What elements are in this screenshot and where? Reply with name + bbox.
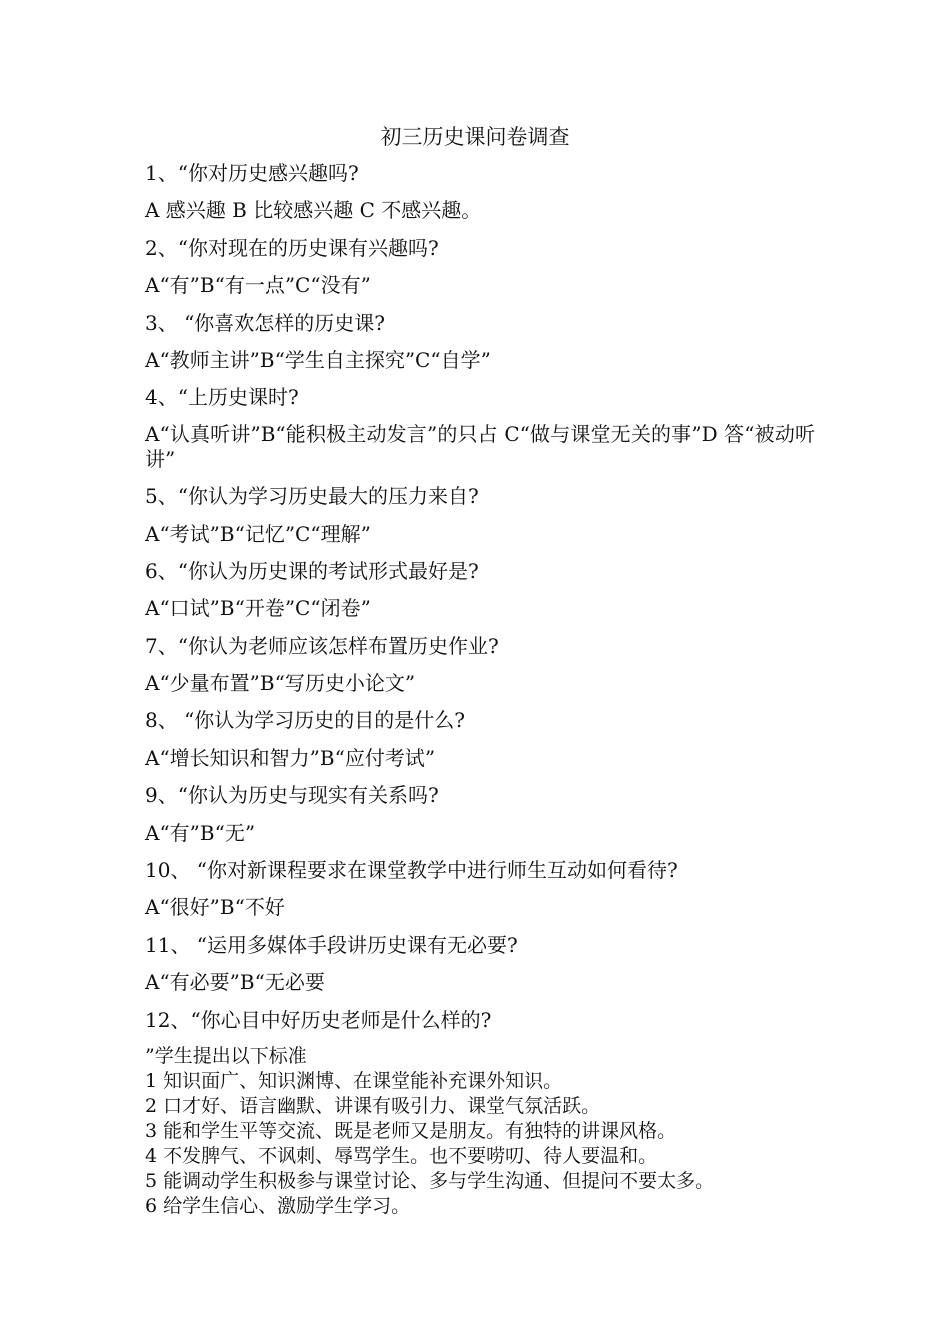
questionnaire-body [145,160,815,1219]
question-3: 3、 “你喜欢怎样的历史课? [145,310,386,335]
question-4: 4、“上历史课时? [145,385,299,410]
question-5: 5、“你认为学习历史最大的压力来自? [145,484,479,509]
standard-item-4: 4 不发脾气、不讽刺、辱骂学生。也不要唠叨、待人要温和。 [145,1144,658,1167]
question-10: 10、 “你对新课程要求在课堂教学中进行师生互动如何看待? [145,858,678,883]
answer-11: A“有必要”B“无必要 [145,970,325,995]
answer-8: A“增长知识和智力”B“应付考试” [145,745,436,770]
answer-1: A 感兴趣 B 比较感兴趣 C 不感兴趣。 [145,198,482,223]
question-9: 9、“你认为历史与现实有关系吗? [145,783,439,808]
question-1: 1、“你对历史感兴趣吗? [145,161,359,185]
answer-3: A“教师主讲”B“学生自主探究”C“自学” [145,347,491,372]
question-2: 2、“你对现在的历史课有兴趣吗? [145,235,439,260]
answer-5: A“考试”B“记忆”C“理解” [145,521,371,546]
teacher-standards [145,1044,815,1219]
question-7: 7、“你认为老师应该怎样布置历史作业? [145,633,499,658]
standard-item-2: 2 口才好、语言幽默、讲课有吸引力、课堂气氛活跃。 [145,1094,601,1117]
answer-9: A“有”B“无” [145,820,256,845]
standards-intro: ”学生提出以下标准 [145,1044,307,1067]
answer-4: A“认真听讲”B“能积极主动发言”的只占 C“做与课堂无关的事”D 答“被动听讲” [145,421,815,471]
standard-item-5: 5 能调动学生积极参与课堂讨论、多与学生沟通、但提问不要太多。 [145,1169,715,1192]
question-12: 12、“你心目中好历史老师是什么样的? [145,1007,492,1032]
question-8: 8、 “你认为学习历史的目的是什么? [145,708,466,733]
standard-item-1: 1 知识面广、知识渊博、在课堂能补充课外知识。 [145,1069,563,1092]
answer-6: A“口试”B“开卷”C“闭卷” [145,596,371,621]
answer-2: A“有”B“有一点”C“没有” [145,273,371,298]
document-title: 初三历史课问卷调查 [380,125,570,149]
standard-item-6: 6 给学生信心、激励学生学习。 [145,1194,411,1217]
standard-item-3: 3 能和学生平等交流、既是老师又是朋友。有独特的讲课风格。 [145,1119,677,1142]
question-11: 11、 “运用多媒体手段讲历史课有无必要? [145,932,518,957]
answer-10: A“很好”B“不好 [145,895,285,920]
answer-7: A“少量布置”B“写历史小论文” [145,671,416,696]
question-6: 6、“你认为历史课的考试形式最好是? [145,558,479,583]
